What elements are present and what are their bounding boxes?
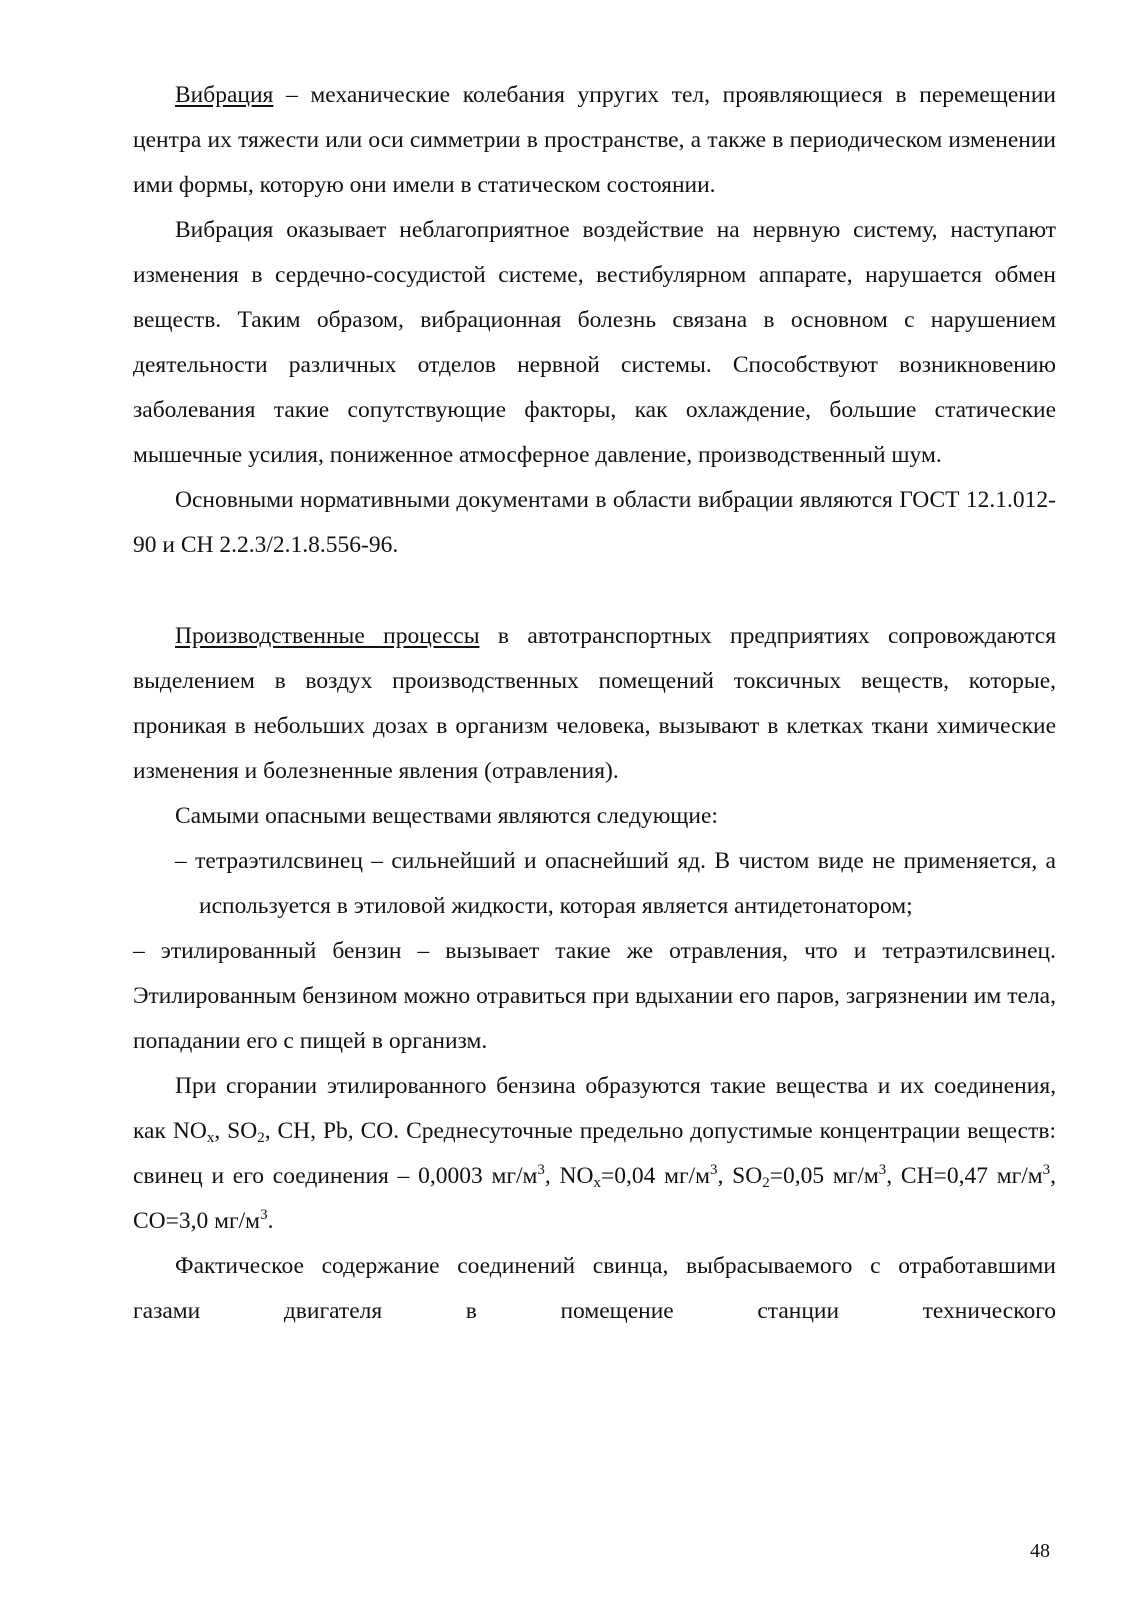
- list-item-tetraethyl-lead: – тетраэтилсвинец – сильнейший и опаснейший яд. В чистом виде не применяется, а используется в этиловой жидкости, которая является антидетонатором;: [175, 848, 1056, 919]
- text-fragment: , SO: [717, 1163, 763, 1189]
- page-body: [133, 73, 1056, 1334]
- text-fragment: , CO=3,0 мг/м: [133, 1163, 1056, 1234]
- text-fragment: , CH, Pb, CO. Среднесуточные предельно допустимые концентрации веществ: свинец и его соединения – 0,0003 мг/м: [133, 1118, 1057, 1189]
- superscript: 3: [710, 1162, 718, 1178]
- subscript: 2: [762, 1175, 770, 1191]
- text-fragment: =0,05 мг/м: [769, 1163, 879, 1189]
- page-number: 48: [1030, 1540, 1050, 1562]
- term-production-processes: Производственные процессы: [175, 623, 480, 649]
- text-fragment: , SO: [214, 1118, 258, 1144]
- text-fragment: =0,04 мг/м: [601, 1163, 711, 1189]
- superscript: 3: [260, 1207, 268, 1223]
- text-fragment: , CH=0,47 мг/м: [886, 1163, 1043, 1189]
- production-processes-text: в автотранспортных предприятиях сопровождаются выделением в воздух производственных помещений токсичных веществ, которые, проникая в небольших дозах в организм человека, вызывают в клетках ткани химические изменения и болезненные явления (отравления).: [133, 623, 1056, 784]
- subscript: x: [206, 1130, 215, 1146]
- paragraph-lead-content: Фактическое содержание соединений свинца, выбрасываемого с отработавшими газами двигателя в помещение станции технического: [133, 1253, 1056, 1324]
- paragraph-vibration-standards: Основными нормативными документами в области вибрации являются ГОСТ 12.1.012-90 и СН 2.2.3/2.1.8.556-96.: [133, 487, 1056, 558]
- subscript: x: [593, 1175, 601, 1191]
- definition-text: – механические колебания упругих тел, проявляющиеся в перемещении центра их тяжести или оси симметрии в пространстве, а также в периодическом изменении ими формы, которую они имели в статическом состоянии.: [133, 82, 1056, 198]
- superscript: 3: [1042, 1162, 1051, 1178]
- paragraph-combustion-products: [133, 1064, 1056, 1244]
- list-item-leaded-petrol: – этилированный бензин – вызывает такие же отравления, что и тетраэтилсвинец. Этилированным бензином можно отравиться при вдыхании его паров, загрязнении им тела, попадании его с пищей в организм.: [133, 938, 1056, 1054]
- paragraph-dangerous-substances-intro: Самыми опасными веществами являются следующие:: [175, 803, 718, 829]
- superscript: 3: [537, 1162, 545, 1178]
- paragraph-vibration-effects: Вибрация оказывает неблагоприятное воздействие на нервную систему, наступают изменения в сердечно-сосудистой системе, вестибулярном аппарате, нарушается обмен веществ. Таким образом, вибрационная болезнь связана в основном с нарушением деятельности различных отделов нервной системы. Способствуют возникновению заболевания такие сопутствующие факторы, как охлаждение, большие статические мышечные усилия, пониженное атмосферное давление, производственный шум.: [133, 217, 1056, 468]
- term-vibration: Вибрация: [175, 82, 274, 108]
- superscript: 3: [878, 1162, 887, 1178]
- subscript: 2: [257, 1130, 265, 1146]
- paragraph-vibration-definition: [133, 73, 1056, 208]
- paragraph-production-processes: [133, 614, 1056, 794]
- text-fragment: При сгорании этилированного бензина образуются такие вещества и их соединения, как NO: [133, 1073, 1056, 1144]
- text-fragment: , NO: [544, 1163, 594, 1189]
- section-spacer: [133, 568, 1056, 614]
- text-fragment: .: [267, 1208, 274, 1234]
